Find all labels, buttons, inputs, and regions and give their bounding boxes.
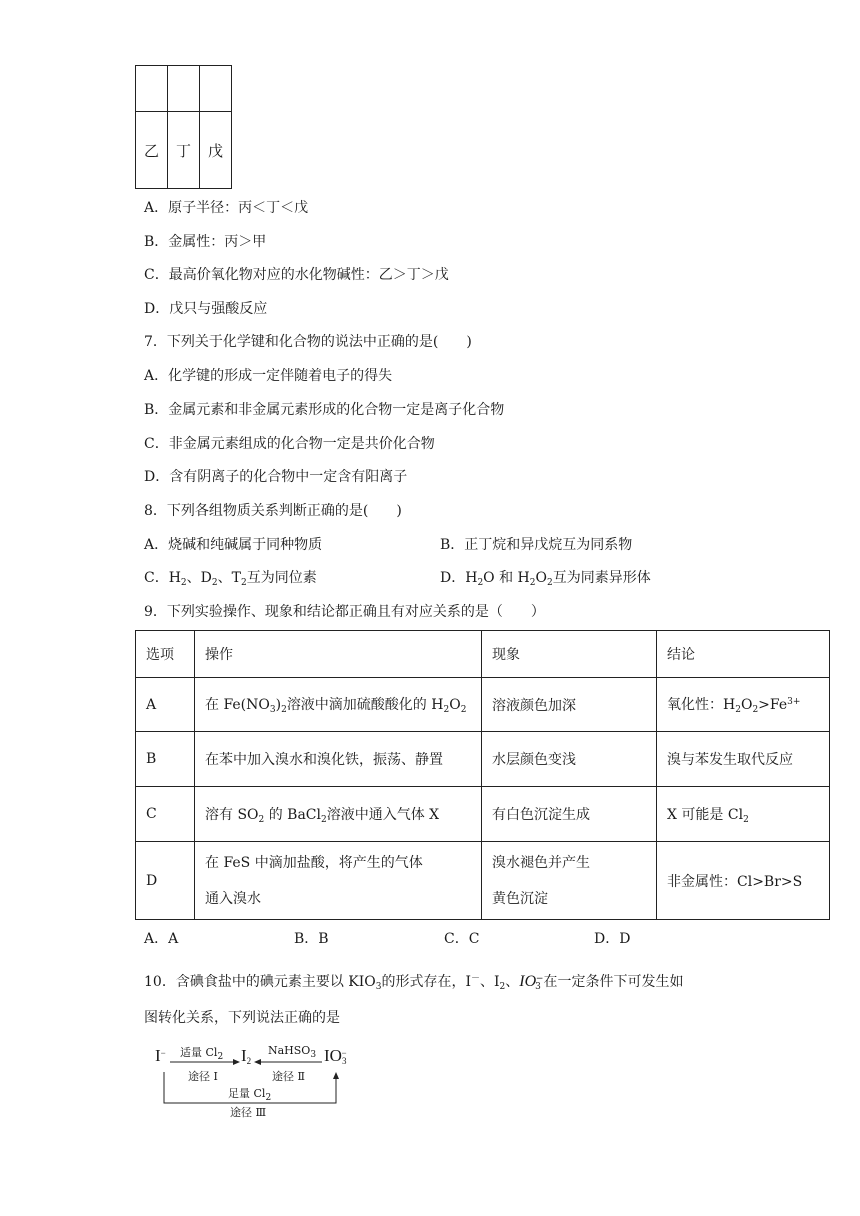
- grid-cell-empty: [136, 66, 168, 112]
- grid-cell-empty: [168, 66, 200, 112]
- q8-option-b: B．正丁烷和异戊烷互为同系物: [440, 537, 633, 553]
- q7-option-d: D．含有阴离子的化合物中一定含有阳离子: [144, 469, 408, 485]
- q6-option-d: D．戊只与强酸反应: [144, 301, 268, 317]
- row-option: A: [136, 678, 195, 732]
- q9-choice-a: A．A: [144, 931, 179, 947]
- path1-label: 途径 Ⅰ: [188, 1070, 218, 1083]
- q7-stem: 7．下列关于化学键和化合物的说法中正确的是( ): [144, 334, 472, 350]
- path1-reagent: 适量 $Cl_2$: [180, 1046, 224, 1062]
- arrowhead-path1: [233, 1059, 240, 1065]
- grid-cell-ding: 丁: [168, 112, 200, 189]
- table-row: [136, 732, 830, 787]
- arrow-path3: [164, 1072, 336, 1103]
- header-conclusion: 结论: [657, 631, 830, 678]
- element-position-grid: [135, 65, 232, 189]
- grid-cell-empty: [200, 66, 232, 112]
- row-conclusion: 非金属性：Cl>Br>S: [657, 842, 830, 920]
- q9-choice-c: C．C: [444, 931, 480, 947]
- q10-stem-line2: 图转化关系，下列说法正确的是: [144, 1010, 340, 1026]
- q10-stem-line1: 10．含碘食盐中的碘元素主要以 $KIO_3$的形式存在，I－、$I_2$、$IO_3^-$在一定条件下可发生如: [144, 973, 684, 992]
- table-row: [136, 787, 830, 842]
- table-header-row: [136, 631, 830, 678]
- row-operation: 溶有 $SO_2$ 的 BaCl$_2$溶液中通入气体 X: [195, 787, 482, 842]
- arrowhead-path3: [333, 1072, 339, 1079]
- row-phenomenon: 水层颜色变浅: [482, 732, 657, 787]
- pathway-arrows: [150, 1040, 370, 1120]
- header-option: 选项: [136, 631, 195, 678]
- q8-stem: 8．下列各组物质关系判断正确的是( ): [144, 503, 402, 519]
- q8-option-a: A．烧碱和纯碱属于同种物质: [144, 537, 323, 553]
- q9-stem: 9．下列实验操作、现象和结论都正确且有对应关系的是（ ）: [144, 604, 545, 620]
- species-iodide: I−: [155, 1046, 166, 1065]
- q6-option-b: B．金属性：丙＞甲: [144, 234, 267, 250]
- q8-option-c: C．$H_2$、$D_2$、$T_2$互为同位素: [144, 570, 317, 588]
- species-iodine: $I_2$: [241, 1046, 252, 1066]
- grid-cell-wu: 戊: [200, 112, 232, 189]
- row-conclusion: 氧化性：$H_2O_2>Fe^{3+}$: [657, 678, 830, 732]
- path3-reagent: 足量 $Cl_2$: [228, 1087, 272, 1103]
- table-row: [136, 678, 830, 732]
- arrowhead-path2: [254, 1059, 261, 1065]
- q7-option-c: C．非金属元素组成的化合物一定是共价化合物: [144, 436, 435, 452]
- q9-choice-b: B．B: [294, 931, 329, 947]
- table-row: [136, 842, 830, 920]
- experiment-table: [135, 630, 830, 920]
- q6-option-a: A．原子半径：丙＜丁＜戊: [144, 200, 309, 216]
- row-option: B: [136, 732, 195, 787]
- path3-label: 途径 Ⅲ: [230, 1106, 267, 1119]
- row-phenomenon: 溶液颜色加深: [482, 678, 657, 732]
- q8-option-d: D．$H_2O$ 和 $H_2O_2$互为同素异形体: [440, 570, 651, 588]
- header-operation: 操作: [195, 631, 482, 678]
- q9-choice-d: D．D: [594, 931, 631, 947]
- row-option: C: [136, 787, 195, 842]
- q7-option-a: A．化学键的形成一定伴随着电子的得失: [144, 368, 393, 384]
- path2-reagent: NaHSO$_3$: [268, 1044, 317, 1060]
- grid-cell-yi: 乙: [136, 112, 168, 189]
- q7-option-b: B．金属元素和非金属元素形成的化合物一定是离子化合物: [144, 402, 505, 418]
- row-phenomenon: 溴水褪色并产生 黄色沉淀: [482, 842, 657, 920]
- row-operation: 在苯中加入溴水和溴化铁，振荡、静置: [195, 732, 482, 787]
- row-option: D: [136, 842, 195, 920]
- path2-label: 途径 Ⅱ: [272, 1070, 305, 1083]
- row-phenomenon: 有白色沉淀生成: [482, 787, 657, 842]
- row-conclusion: 溴与苯发生取代反应: [657, 732, 830, 787]
- row-operation: 在 FeS 中滴加盐酸，将产生的气体 通入溴水: [195, 842, 482, 920]
- row-operation: 在 $Fe(NO_3)_2$溶液中滴加硫酸酸化的 $H_2O_2$: [195, 678, 482, 732]
- header-phenomenon: 现象: [482, 631, 657, 678]
- q6-option-c: C．最高价氧化物对应的水化物碱性：乙＞丁＞戊: [144, 267, 449, 283]
- species-iodate: $IO_3^-$: [324, 1046, 347, 1066]
- row-conclusion: X 可能是 $Cl_2$: [657, 787, 830, 842]
